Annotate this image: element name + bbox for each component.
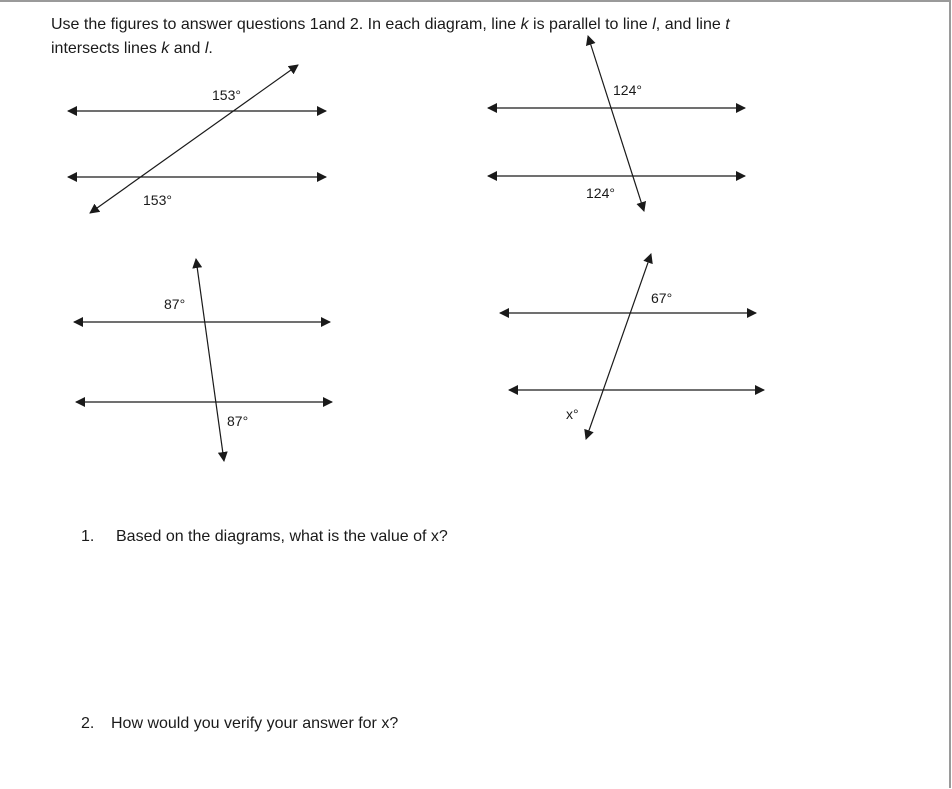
figure-3 [74, 259, 332, 461]
line-t [586, 254, 651, 439]
question-2 [81, 715, 398, 733]
figure-2 [488, 36, 745, 211]
angle-label-top: 67° [651, 290, 673, 306]
question-text: How would you verify your answer for x? [111, 715, 399, 732]
question-1 [81, 528, 448, 546]
figure-4 [500, 254, 764, 439]
angle-label-bottom: 124° [586, 185, 615, 201]
angle-label-top: 153° [212, 87, 241, 103]
instructions: Use the figures to answer questions 1and 2. In each diagram, line k is parallel to line l, and line t intersects lines k and l. [51, 16, 730, 57]
question-number: 1. [81, 528, 95, 545]
angle-label-bottom: 87° [227, 413, 249, 429]
angle-label-bottom: 153° [143, 192, 172, 208]
line-t [90, 65, 298, 213]
angle-label-bottom: x° [566, 406, 579, 422]
question-number: 2. [81, 715, 95, 732]
line-t [196, 259, 224, 461]
angle-label-top: 124° [613, 82, 642, 98]
angle-label-top: 87° [164, 296, 186, 312]
figure-1 [68, 65, 326, 213]
question-text: Based on the diagrams, what is the value of x? [116, 528, 448, 545]
